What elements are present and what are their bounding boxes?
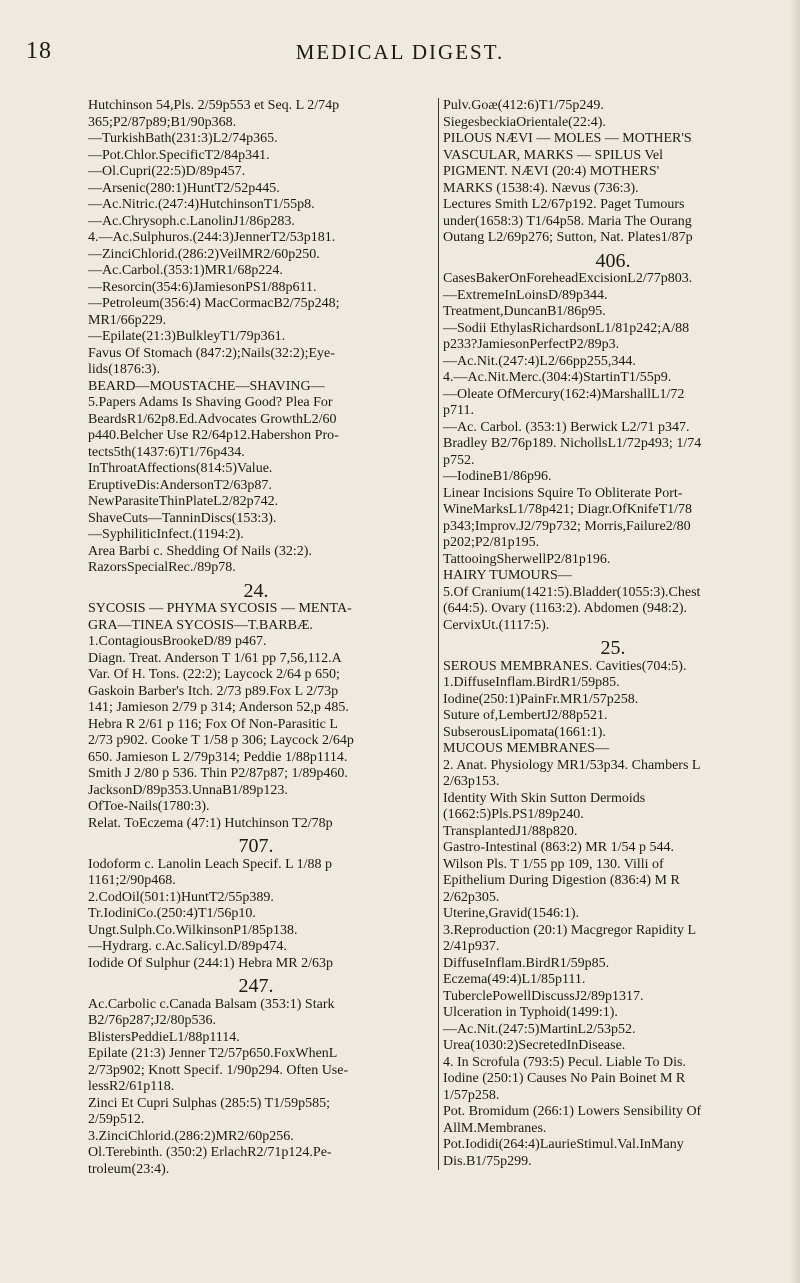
index-entry-line: Iodine (250:1) Causes No Pain Boinet M R	[443, 1071, 686, 1086]
index-entry-line: Bradley B2/76p189. NichollsL1/72p493; 1/74	[443, 436, 702, 451]
index-entry-line: p233?JamiesonPerfectP2/89p3.	[443, 337, 620, 352]
index-entry-line: —Sodii EthylasRichardsonL1/81p242;A/88	[443, 320, 690, 336]
index-entry-line: AllM.Membranes.	[443, 1120, 547, 1136]
index-entry-line: MR1/66p229.	[88, 312, 167, 328]
index-entry-line: Favus Of Stomach (847:2);Nails(32:2);Eye-	[88, 345, 335, 361]
page-header	[0, 38, 800, 78]
index-entry-line: TransplantedJ1/88p820.	[443, 823, 578, 839]
index-entry-line: —Pot.Chlor.SpecificT2/84p341.	[88, 147, 270, 163]
index-entry-line: 4. In Scrofula (793:5) Pecul. Liable To Dis.	[443, 1054, 686, 1070]
index-entry-line: —Oleate OfMercury(162:4)MarshallL1/72	[443, 386, 685, 402]
index-entry-line: Var. Of H. Tons. (22:2); Laycock 2/64 p 650;	[88, 667, 340, 682]
page-number: 18	[26, 38, 52, 64]
index-entry-line: 365;P2/87p89;B1/90p368.	[88, 114, 237, 130]
index-entry-line: 650. Jamieson L 2/79p314; Peddie 1/88p1114.	[88, 749, 348, 765]
section-number: 25.	[600, 637, 626, 659]
index-entry-line: SiegesbeckiaOrientale(22:4).	[443, 114, 606, 130]
section-number: 24.	[243, 579, 269, 602]
index-entry-line: SEROUS MEMBRANES. Cavities(704:5).	[443, 658, 687, 674]
index-entry-line: 5.Of Cranium(1421:5).Bladder(1055:3).Chest	[443, 584, 701, 600]
index-entry-line: 2.CodOil(501:1)HuntT2/55p389.	[88, 889, 274, 905]
index-entry-line: p202;P2/81p195.	[443, 535, 540, 550]
index-entry-line: p711.	[443, 403, 474, 418]
index-entry-line: —Arsenic(280:1)HuntT2/52p445.	[88, 180, 280, 196]
index-entry-line: (1662:5)Pls.PS1/89p240.	[443, 807, 584, 822]
index-entry-line: —Epilate(21:3)BulkleyT1/79p361.	[88, 329, 286, 344]
index-entry-line: PILOUS NÆVI — MOLES — MOTHER'S	[443, 131, 692, 146]
index-entry-line: Ungt.Sulph.Co.WilkinsonP1/85p138.	[88, 922, 298, 938]
index-entry-line: JacksonD/89p353.UnnaB1/89p123.	[88, 782, 288, 798]
index-entry-line: Wilson Pls. T 1/55 pp 109, 130. Villi of	[443, 856, 664, 872]
section-number: 406.	[595, 249, 631, 272]
index-entry-line: TattooingSherwellP2/81p196.	[443, 551, 611, 567]
index-entry-line: Pot.Iodidi(264:4)LaurieStimul.Val.InMany	[443, 1137, 684, 1152]
index-entry-line: 141; Jamieson 2/79 p 314; Anderson 52,p 485.	[88, 700, 349, 715]
index-entry-line: (644:5). Ovary (1163:2). Abdomen (948:2).	[443, 601, 688, 616]
index-entry-line: lessR2/61p118.	[88, 1079, 175, 1094]
index-entry-line: 1161;2/90p468.	[88, 873, 176, 888]
index-entry-line: Ol.Terebinth. (350:2) ErlachR2/71p124.Pe-	[88, 1145, 332, 1160]
page-edge-shadow	[790, 0, 800, 1283]
index-entry-line: —Ol.Cupri(22:5)D/89p457.	[88, 164, 246, 179]
index-entry-line: Area Barbi c. Shedding Of Nails (32:2).	[88, 543, 312, 559]
index-entry-line: NewParasiteThinPlateL2/82p742.	[88, 494, 279, 509]
index-entry-line: 3.Reproduction (20:1) Macgregor Rapidity L	[443, 922, 697, 938]
index-entry-line: tects5th(1437:6)T1/76p434.	[88, 444, 245, 460]
index-entry-line: MARKS (1538:4). Nævus (736:3).	[443, 180, 639, 196]
index-entry-line: Diagn. Treat. Anderson T 1/61 pp 7,56,112.A	[88, 650, 342, 666]
index-entry-line: Eczema(49:4)L1/85p111.	[443, 972, 586, 987]
index-entry-line: —SyphiliticInfect.(1194:2).	[88, 527, 244, 542]
right-column	[438, 98, 783, 1170]
index-entry-line: Pot. Bromidum (266:1) Lowers Sensibility Of	[443, 1104, 702, 1119]
index-entry-line: —Ac.Nit.(247:4)L2/66pp255,344.	[443, 353, 636, 369]
index-entry-line: Ac.Carbolic c.Canada Balsam (353:1) Stark	[88, 996, 335, 1012]
index-entry-line: 1.DiffuseInflam.BirdR1/59p85.	[443, 675, 620, 690]
index-entry-line: 2/59p512.	[88, 1112, 145, 1127]
index-entry-line: —IodineB1/86p96.	[443, 469, 552, 484]
index-entry-line: —Ac.Nitric.(247:4)HutchinsonT1/55p8.	[88, 197, 315, 212]
index-entry-line: 2. Anat. Physiology MR1/53p34. Chambers L	[443, 757, 701, 773]
index-entry-line: —ZinciChlorid.(286:2)VeilMR2/60p250.	[88, 246, 320, 262]
index-entry-line: Gastro-Intestinal (863:2) MR 1/54 p 544.	[443, 840, 674, 855]
index-entry-line: BlistersPeddieL1/88p1114.	[88, 1029, 240, 1045]
index-entry-line: OfToe-Nails(1780:3).	[88, 799, 210, 814]
index-entry-line: Hutchinson 54,Pls. 2/59p553 et Seq. L 2/74p	[88, 98, 340, 113]
index-entry-line: lids(1876:3).	[88, 362, 160, 377]
index-entry-line: PIGMENT. NÆVI (20:4) MOTHERS'	[443, 164, 660, 179]
index-entry-line: Ulceration in Typhoid(1499:1).	[443, 1005, 618, 1020]
index-entry-line: SYCOSIS — PHYMA SYCOSIS — MENTA-	[88, 601, 352, 616]
index-entry-line: Iodide Of Sulphur (244:1) Hebra MR 2/63p	[88, 955, 333, 971]
index-entry-line: B2/76p287;J2/80p536.	[88, 1013, 216, 1028]
index-entry-line: 4.—Ac.Sulphuros.(244:3)JennerT2/53p181.	[88, 230, 336, 245]
index-entry-line: CervixUt.(1117:5).	[443, 617, 550, 633]
index-entry-line: 2/73 p902. Cooke T 1/58 p 306; Laycock 2/64p	[88, 733, 354, 748]
index-entry-line: p440.Belcher Use R2/64p12.Habershon Pro-	[88, 428, 339, 443]
index-entry-line: 1.ContagiousBrookeD/89 p467.	[88, 634, 267, 649]
index-entry-line: WineMarksL1/78p421; Diagr.OfKnifeT1/78	[443, 502, 693, 517]
index-entry-line: p752.	[443, 452, 475, 468]
index-entry-line: 4.—Ac.Nit.Merc.(304:4)StartinT1/55p9.	[443, 370, 672, 385]
index-entry-line: 2/41p937.	[443, 939, 500, 954]
index-entry-line: —ExtremeInLoinsD/89p344.	[443, 287, 608, 303]
section-number: 247.	[238, 975, 274, 997]
index-entry-line: —Ac.Chrysoph.c.LanolinJ1/86p283.	[88, 213, 295, 229]
index-entry-line: Iodine(250:1)PainFr.MR1/57p258.	[443, 691, 639, 707]
index-entry-line: SubserousLipomata(1661:1).	[443, 724, 606, 740]
index-entry-line: 3.ZinciChlorid.(286:2)MR2/60p256.	[88, 1128, 294, 1144]
index-entry-line: troleum(23:4).	[88, 1161, 170, 1177]
index-entry-line: InThroatAffections(814:5)Value.	[88, 461, 273, 476]
index-entry-line: BEARD—MOUSTACHE—SHAVING—	[88, 378, 325, 394]
index-entry-line: Zinci Et Cupri Sulphas (285:5) T1/59p585;	[88, 1095, 331, 1111]
index-entry-line: MUCOUS MEMBRANES—	[443, 741, 610, 756]
index-entry-line: BeardsR1/62p8.Ed.Advocates GrowthL2/60	[88, 411, 337, 427]
index-entry-line: —Ac.Nit.(247:5)MartinL2/53p52.	[443, 1021, 636, 1037]
index-entry-line: 1/57p258.	[443, 1087, 500, 1103]
index-entry-line: CasesBakerOnForeheadExcisionL2/77p803.	[443, 271, 693, 286]
index-entry-line: Lectures Smith L2/67p192. Paget Tumours	[443, 197, 685, 212]
index-entry-line: —Hydrarg. c.Ac.Salicyl.D/89p474.	[88, 939, 287, 954]
index-entry-line: GRA—TINEA SYCOSIS—T.BARBÆ.	[88, 617, 313, 633]
index-entry-line: —TurkishBath(231:3)L2/74p365.	[88, 131, 278, 146]
index-entry-line: ShaveCuts—TanninDiscs(153:3).	[88, 510, 277, 526]
index-entry-line: Linear Incisions Squire To Obliterate Port-	[443, 485, 683, 501]
left-column	[88, 98, 424, 1178]
index-entry-line: Dis.B1/75p299.	[443, 1153, 532, 1169]
running-title: MEDICAL DIGEST.	[295, 40, 505, 64]
index-entry-line: VASCULAR, MARKS — SPILUS Vel	[443, 147, 664, 163]
index-entry-line: Urea(1030:2)SecretedInDisease.	[443, 1038, 626, 1053]
index-entry-line: RazorsSpecialRec./89p78.	[88, 560, 236, 575]
index-entry-line: Uterine,Gravid(1546:1).	[443, 906, 580, 921]
index-entry-line: 2/63p153.	[443, 774, 500, 789]
index-entry-line: DiffuseInflam.BirdR1/59p85.	[443, 955, 610, 971]
index-entry-line: p343;Improv.J2/79p732; Morris,Failure2/80	[443, 518, 691, 534]
index-entry-line: 5.Papers Adams Is Shaving Good? Plea For	[88, 395, 333, 410]
index-entry-line: Smith J 2/80 p 536. Thin P2/87p87; 1/89p460.	[88, 766, 348, 781]
index-entry-line: TuberclePowellDiscussJ2/89p1317.	[443, 988, 644, 1004]
index-entry-line: —Petroleum(356:4) MacCormacB2/75p248;	[88, 296, 340, 311]
index-entry-line: Iodoform c. Lanolin Leach Specif. L 1/88 p	[88, 856, 333, 872]
index-entry-line: Identity With Skin Sutton Dermoids	[443, 790, 646, 806]
index-entry-line: Relat. ToEczema (47:1) Hutchinson T2/78p	[88, 815, 333, 831]
index-entry-line: Epithelium During Digestion (836:4) M R	[443, 873, 680, 888]
index-entry-line: Outang L2/69p276; Sutton, Nat. Plates1/87p	[443, 230, 693, 245]
index-entry-line: Gaskoin Barber's Itch. 2/73 p89.Fox L 2/73p	[88, 683, 339, 699]
section-number: 707.	[238, 835, 274, 857]
index-entry-line: Tr.IodiniCo.(250:4)T1/56p10.	[88, 906, 256, 921]
index-entry-line: 2/73p902; Knott Specif. 1/90p294. Often Use-	[88, 1062, 349, 1078]
index-entry-line: —Resorcin(354:6)JamiesonPS1/88p611.	[88, 279, 317, 295]
index-entry-line: —Ac.Carbol.(353:1)MR1/68p224.	[88, 263, 283, 278]
index-entry-line: 2/62p305.	[443, 889, 500, 905]
index-entry-line: under(1658:3) T1/64p58. Maria The Ourang	[443, 213, 692, 229]
index-entry-line: EruptiveDis:AndersonT2/63p87.	[88, 477, 272, 493]
index-entry-line: Epilate (21:3) Jenner T2/57p650.FoxWhenL	[88, 1046, 338, 1061]
index-entry-line: HAIRY TUMOURS—	[443, 568, 572, 583]
index-entry-line: Treatment,DuncanB1/86p95.	[443, 304, 606, 319]
index-entry-line: —Ac. Carbol. (353:1) Berwick L2/71 p347.	[443, 419, 690, 435]
index-entry-line: Pulv.Goæ(412:6)T1/75p249.	[443, 98, 604, 113]
index-entry-line: Hebra R 2/61 p 116; Fox Of Non-Parasitic L	[88, 716, 338, 732]
index-entry-line: Suture of,LembertJ2/88p521.	[443, 708, 608, 723]
